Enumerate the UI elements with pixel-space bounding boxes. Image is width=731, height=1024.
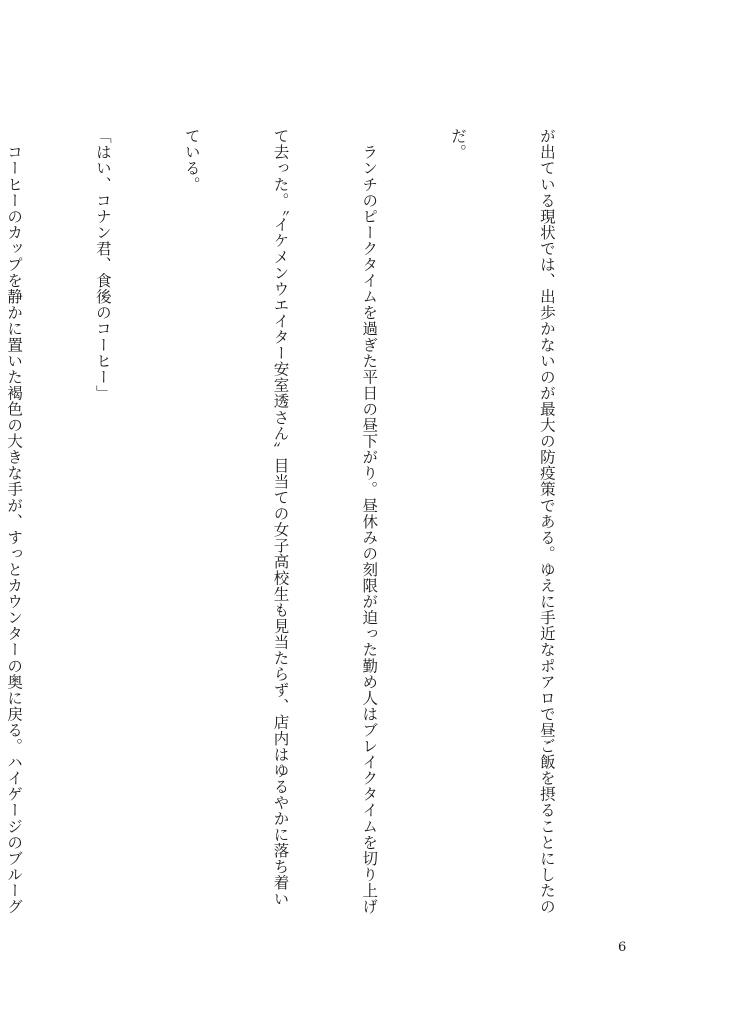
text-line: 「はい、コナン君、食後のコーヒー」 (93, 128, 112, 401)
text-line: コーヒーのカップを静かに置いた褐色の大きな手が、すっとカウンターの奥に戻る。ハイゲージのブルーグ (5, 128, 24, 915)
text-line: ランチのピークタイムを過ぎた平日の昼下がり。昼休みの刻限が迫った勤め人はブレイクタイムを切り上げ (360, 128, 379, 915)
text-line: て去った。〝イケメンウエイター安室透さん〟目当ての女子高校生も見当たらず、店内はゆるやかに落ち着い (271, 128, 290, 907)
text-line: ている。 (182, 128, 201, 193)
vertical-text-body (0, 128, 620, 915)
text-line: が出ている現状では、出歩かないのが最大の防疫策である。ゆえに手近なポアロで昼ご飯を摂ることにしたの (537, 128, 556, 915)
text-line: だ。 (449, 128, 468, 161)
page-number: 6 (618, 940, 627, 955)
